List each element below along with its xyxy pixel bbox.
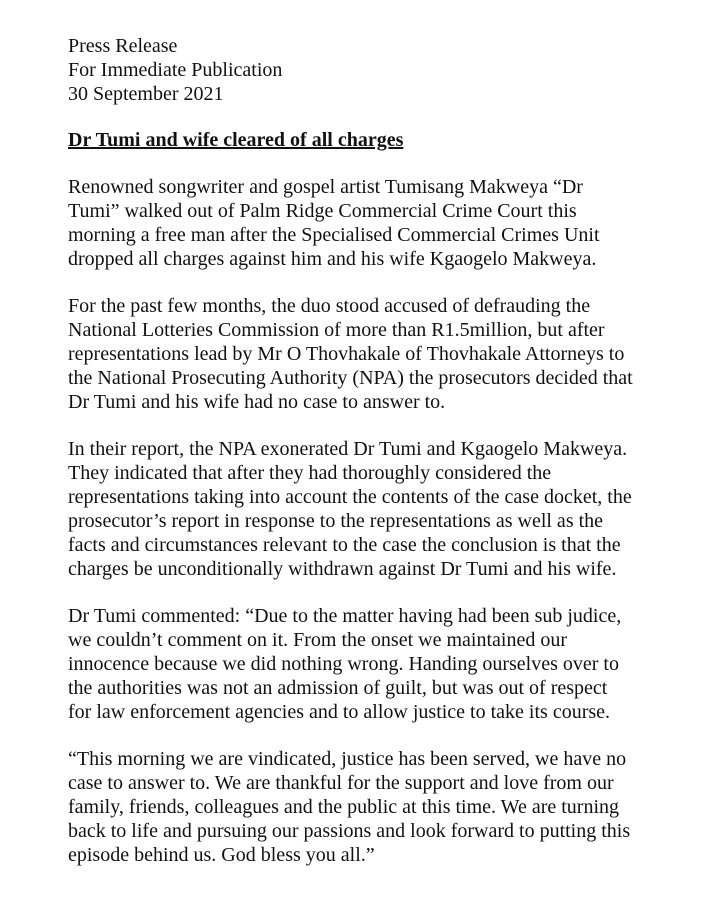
paragraph-2: [68, 294, 688, 414]
paragraph-line: for law enforcement agencies and to allow justice to take its course.: [68, 701, 611, 723]
paragraph-line: They indicated that after they had thoroughly considered the: [68, 462, 552, 484]
paragraph-line: representations taking into account the contents of the case docket, the: [68, 486, 632, 508]
paragraph-line: Renowned songwriter and gospel artist Tumisang Makweya “Dr: [68, 176, 583, 198]
paragraph-line: Tumi” walked out of Palm Ridge Commercial Crime Court this: [68, 200, 577, 222]
release-date: 30 September 2021: [68, 83, 224, 105]
headline: Dr Tumi and wife cleared of all charges: [68, 129, 404, 151]
paragraph-line: case to answer to. We are thankful for the support and love from our: [68, 772, 614, 794]
paragraph-4: [68, 604, 688, 724]
paragraph-line: family, friends, colleagues and the public at this time. We are turning: [68, 796, 620, 818]
paragraph-line: Dr Tumi and his wife had no case to answer to.: [68, 391, 446, 413]
paragraph-1: [68, 175, 688, 271]
paragraph-3: [68, 437, 688, 581]
paragraph-line: the authorities was not an admission of guilt, but was out of respect: [68, 677, 608, 699]
paragraph-line: morning a free man after the Specialised Commercial Crimes Unit: [68, 224, 600, 246]
paragraph-line: episode behind us. God bless you all.”: [68, 844, 375, 866]
press-release-document: [68, 34, 688, 867]
paragraph-line: “This morning we are vindicated, justice has been served, we have no: [68, 748, 627, 770]
release-status: For Immediate Publication: [68, 59, 283, 81]
paragraph-line: charges be unconditionally withdrawn against Dr Tumi and his wife.: [68, 558, 617, 580]
release-type: Press Release: [68, 35, 178, 57]
paragraph-5: [68, 747, 688, 867]
paragraph-line: back to life and pursuing our passions and look forward to putting this: [68, 820, 631, 842]
paragraph-line: the National Prosecuting Authority (NPA) the prosecutors decided that: [68, 367, 633, 389]
paragraph-line: National Lotteries Commission of more than R1.5million, but after: [68, 319, 605, 341]
paragraph-line: Dr Tumi commented: “Due to the matter having had been sub judice,: [68, 605, 622, 627]
paragraph-line: innocence because we did nothing wrong. Handing ourselves over to: [68, 653, 619, 675]
paragraph-line: we couldn’t comment on it. From the onset we maintained our: [68, 629, 567, 651]
paragraph-line: representations lead by Mr O Thovhakale of Thovhakale Attorneys to: [68, 343, 625, 365]
paragraph-line: For the past few months, the duo stood accused of defrauding the: [68, 295, 591, 317]
release-header: [68, 34, 688, 106]
paragraph-line: In their report, the NPA exonerated Dr Tumi and Kgaogelo Makweya.: [68, 438, 628, 460]
paragraph-line: dropped all charges against him and his wife Kgaogelo Makweya.: [68, 248, 597, 270]
paragraph-line: facts and circumstances relevant to the case the conclusion is that the: [68, 534, 621, 556]
paragraph-line: prosecutor’s report in response to the representations as well as the: [68, 510, 604, 532]
